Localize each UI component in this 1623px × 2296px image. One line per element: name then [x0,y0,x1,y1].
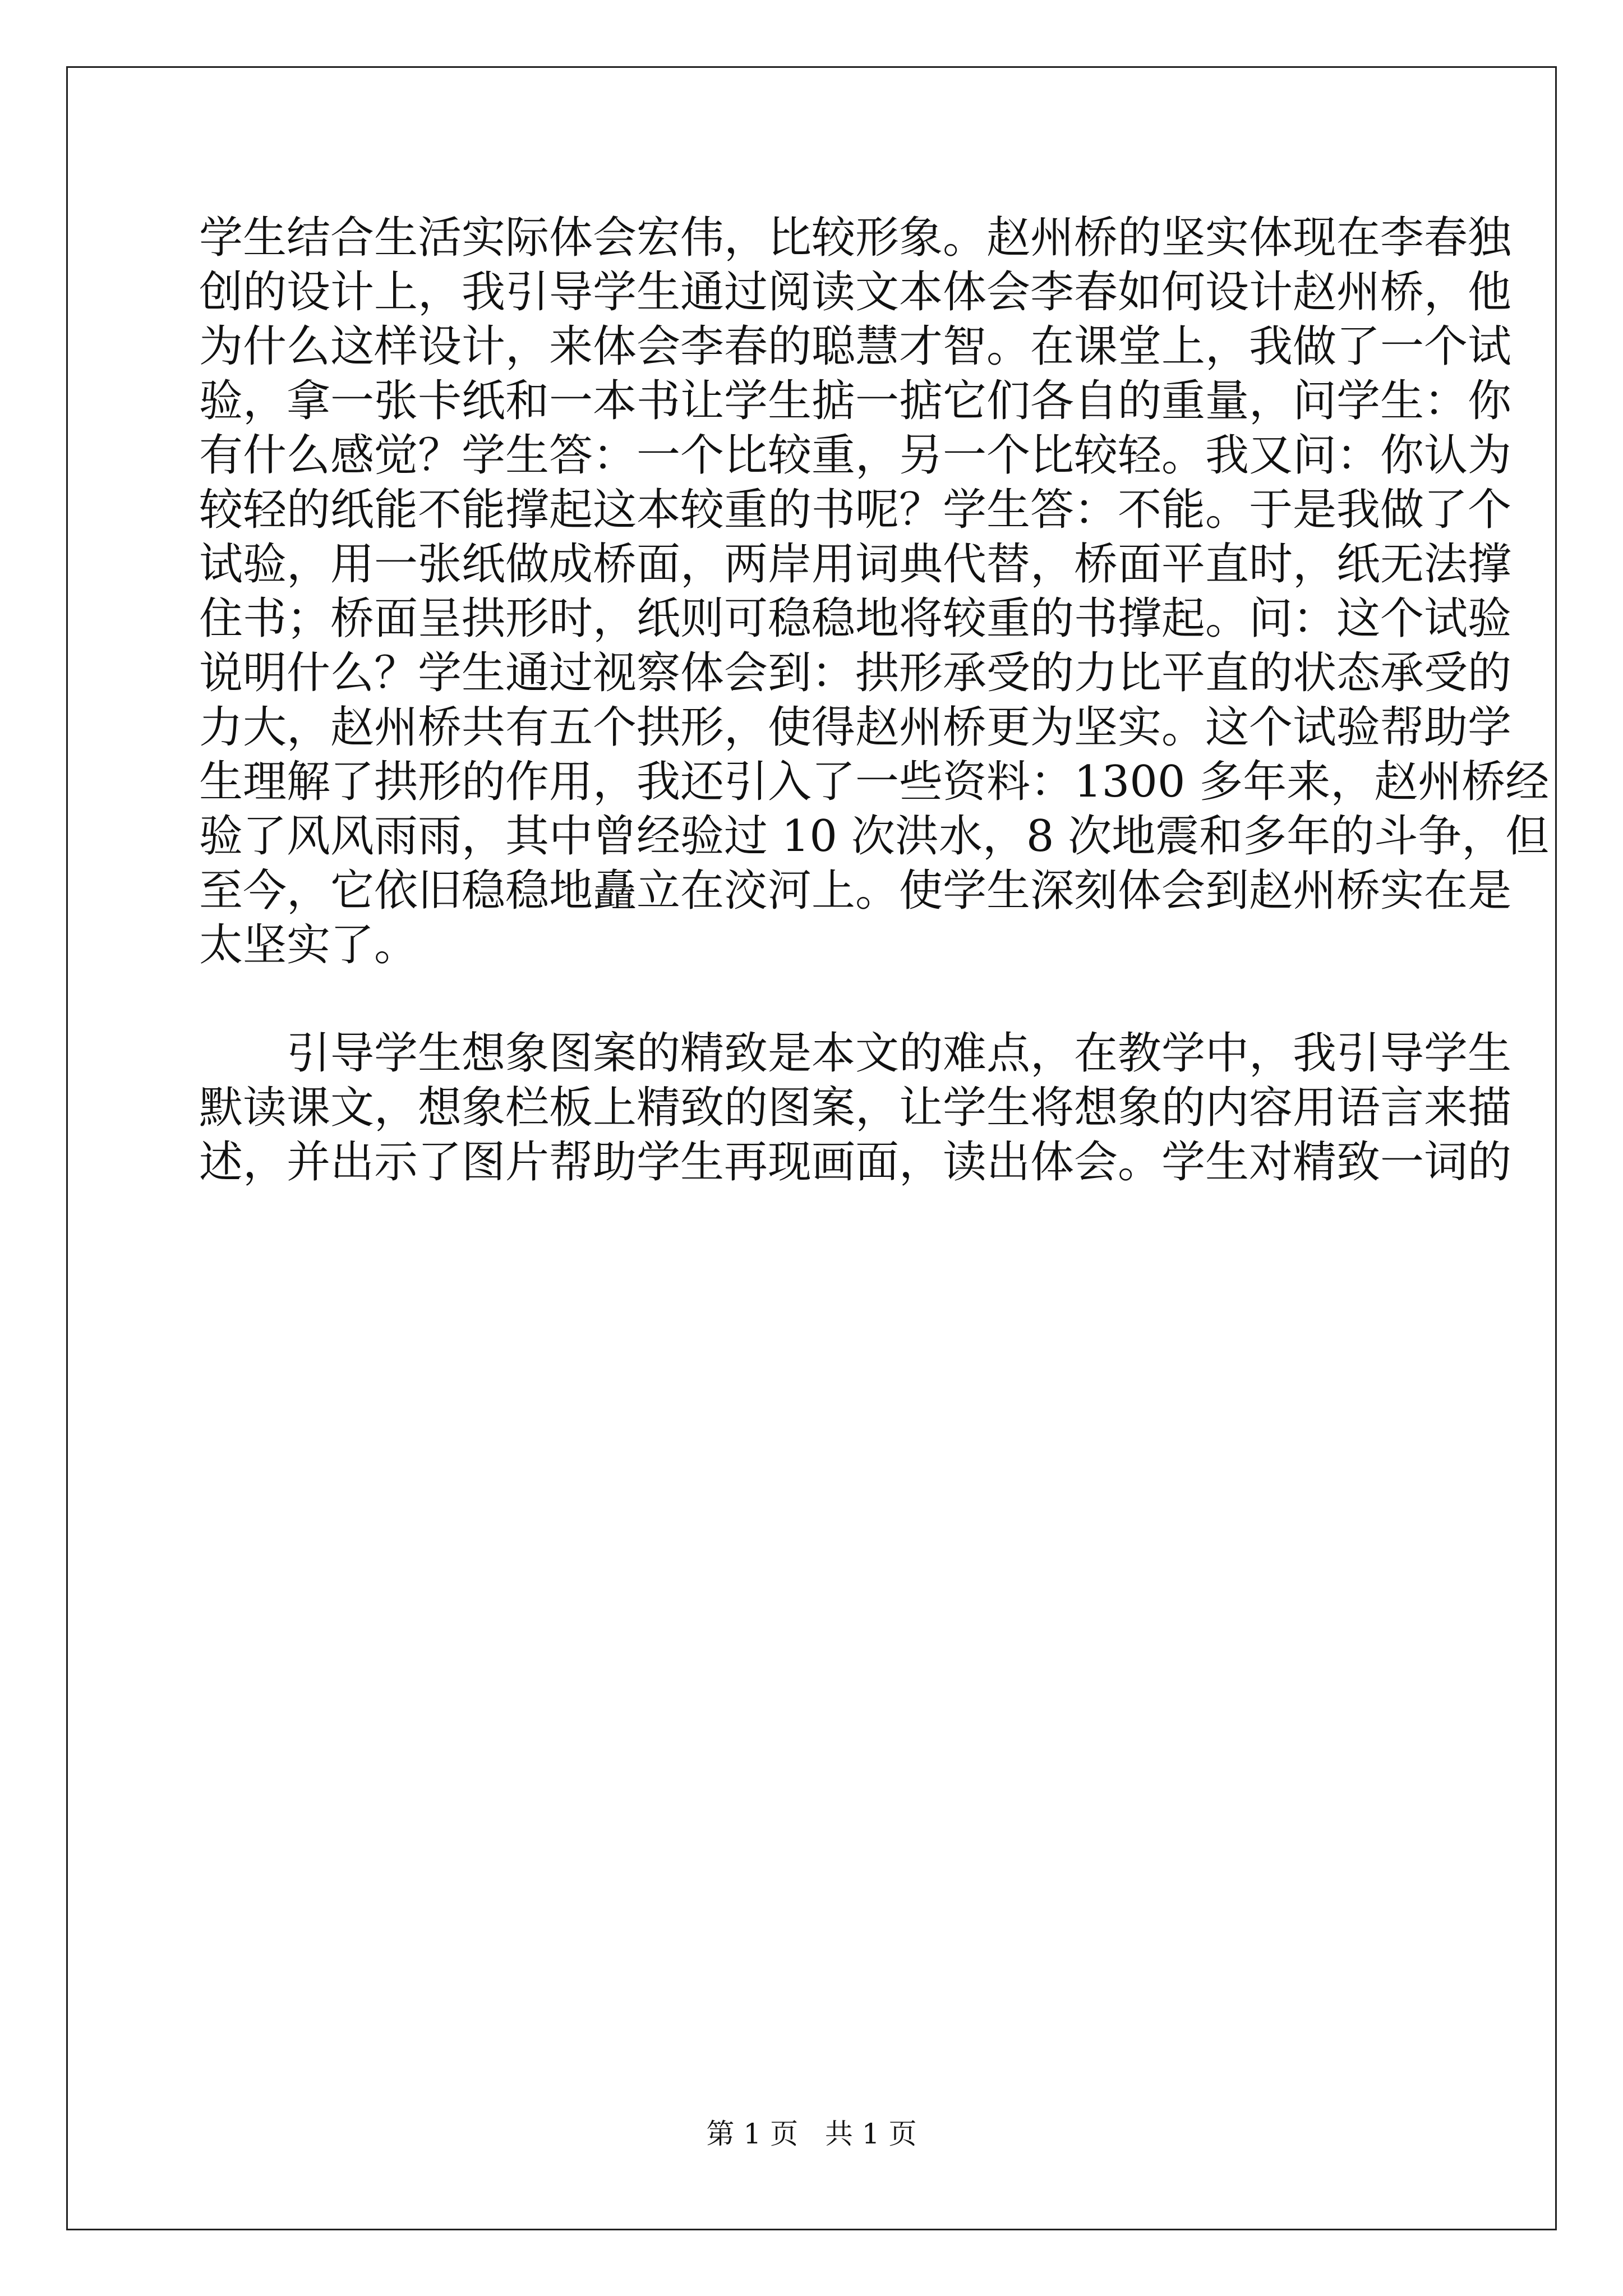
text-line: 较轻的纸能不能撑起这本较重的书呢？学生答：不能。于是我做了个 [199,485,1512,535]
text-line: 创的设计上，我引导学生通过阅读文本体会李春如何设计赵州桥，他 [199,267,1512,318]
text-line: 引导学生想象图案的精致是本文的难点，在教学中，我引导学生 [287,1028,1512,1079]
text-line: 验，拿一张卡纸和一本书让学生掂一掂它们各自的重量，问学生：你 [199,376,1512,426]
text-line: 为什么这样设计，来体会李春的聪慧才智。在课堂上，我做了一个试 [199,321,1512,372]
text-line: 学生结合生活实际体会宏伟，比较形象。赵州桥的坚实体现在李春独 [199,213,1512,263]
page-total: 共 1 页 [824,2118,917,2150]
text-line: 力大，赵州桥共有五个拱形，使得赵州桥更为坚实。这个试验帮助学 [199,702,1512,753]
text-line: 说明什么？学生通过视察体会到：拱形承受的力比平直的状态承受的 [199,648,1512,698]
text-line: 默读课文，想象栏板上精致的图案，让学生将想象的内容用语言来描 [199,1083,1512,1133]
page-footer [0,2117,1623,2151]
text-line: 生理解了拱形的作用，我还引入了一些资料：1300 多年来，赵州桥经 [199,757,1550,807]
text-line: 至今，它依旧稳稳地矗立在洨河上。使学生深刻体会到赵州桥实在是 [199,866,1512,916]
footer-spacer [798,2118,825,2150]
text-line: 试验，用一张纸做成桥面，两岸用词典代替，桥面平直时，纸无法撑 [199,539,1512,590]
document-body [199,211,1550,1190]
text-line: 述，并出示了图片帮助学生再现画面，读出体会。学生对精致一词的 [199,1137,1512,1188]
text-line: 太坚实了。 [199,920,418,970]
text-line: 验了风风雨雨，其中曾经验过 10 次洪水，8 次地震和多年的斗争，但 [199,811,1550,862]
text-line: 住书；桥面呈拱形时，纸则可稳稳地将较重的书撑起。问：这个试验 [199,593,1512,644]
text-line: 有什么感觉？学生答：一个比较重，另一个比较轻。我又问：你认为 [199,430,1512,481]
page-number: 第 1 页 [706,2118,799,2150]
